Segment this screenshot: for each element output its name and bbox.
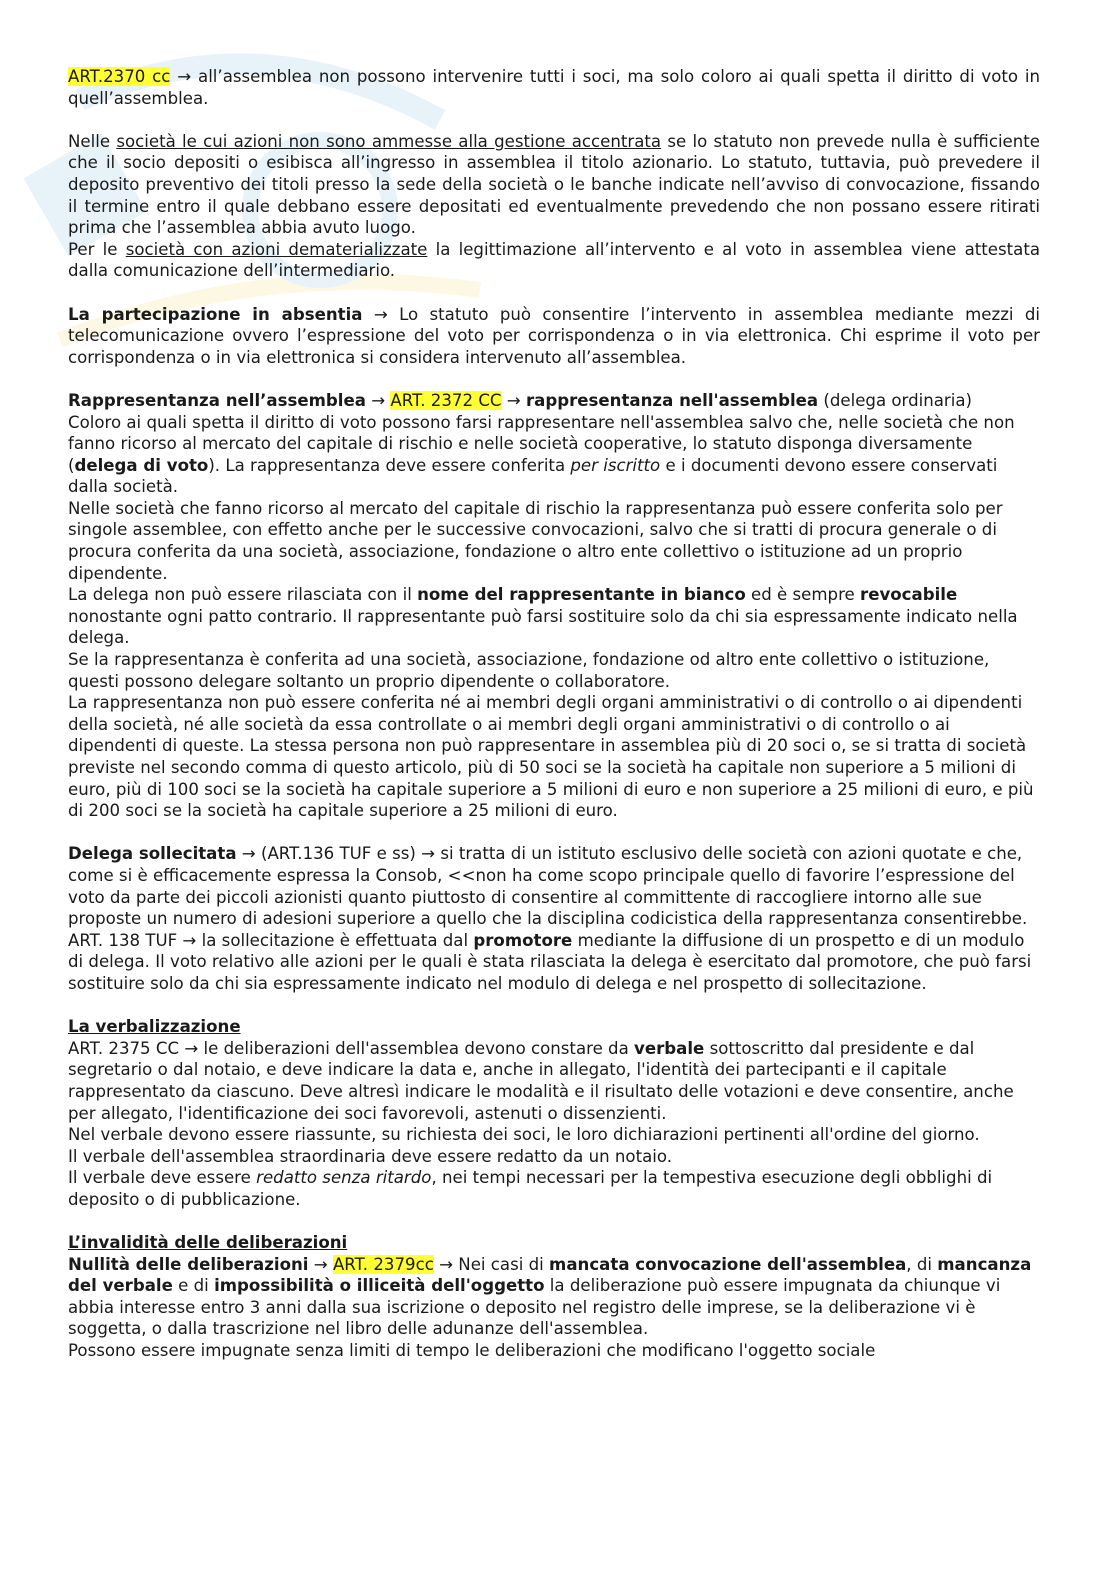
bold-text: mancata convocazione dell'assemblea (549, 1254, 907, 1274)
paragraph-text: Lo statuto può consentire l’intervento in assemblea mediante mezzi di telecomunicazione ovvero l’espressione del voto per corrispondenza o in via elettronica. Chi esprime il voto per corrispondenza o in via elettronica si considera intervenuto all’assemblea. (68, 304, 1041, 367)
text-run: ). La rappresentanza deve essere conferita (208, 455, 571, 475)
bold-text: promotore (473, 930, 573, 950)
paragraph-dematerializzate (68, 239, 1040, 282)
paragraph-ente-collettivo: Se la rappresentanza è conferita ad una società, associazione, fondazione od altro ente collettivo o istituzione, questi possono delegare soltanto un proprio dipendente o collaboratore. (68, 650, 990, 691)
article-ref-2379: ART. 2379cc (332, 1254, 434, 1274)
paragraph-delega-di-voto (68, 412, 1040, 498)
bold-text: nome del rappresentante in bianco (417, 585, 746, 605)
text-run: mediante la diffusione di un prospetto e di un modulo di delega. Il voto relativo alle azioni per le quali è stata rilasciata la delega è esercitato dal promotore, che può farsi sostituire solo da chi sia espressamente indicato nel modulo di delega e nel prospetto di sollecitazione. (68, 930, 1032, 993)
text-run: , nei tempi necessari per la tempestiva esecuzione degli obblighi di deposito o di pubblicazione. (68, 1168, 993, 1209)
paragraph-absentia (68, 304, 1040, 369)
paragraph-senza-ritardo (68, 1167, 1040, 1210)
bold-heading: rappresentanza nell'assemblea (525, 390, 819, 410)
text-run: se lo statuto non prevede nulla è sufficiente che il socio depositi o esibisca all’ingresso in assemblea il titolo azionario. Lo statuto, tuttavia, può prevedere il deposito preventivo dei titoli presso la sede della società o le banche indicate nell’avviso di convocazione, fissando il termine entro il quale debbano essere depositati ed eventualmente prevedendo che non possano essere ritirati prima che l’assemblea abbia avuto luogo. (68, 131, 1041, 238)
text-run: Coloro ai quali spetta il diritto di voto possono farsi rappresentare nell'assemblea salvo che, nelle società che non fanno ricorso al mercato del capitale di rischio e nelle società cooperative, lo statuto disponga diversamente ( (68, 412, 1015, 475)
text-run: la legittimazione all’intervento e al voto in assemblea viene attestata dalla comunicazione dell’intermediario. (68, 239, 1040, 281)
text-run: la deliberazione può essere impugnata da chiunque vi abbia interesse entro 3 anni dalla sua iscrizione o deposito nel registro delle imprese, se la deliberazione vi è soggetta, o dalla trascrizione nel libro delle adunanze dell'assemblea. (68, 1276, 1001, 1339)
bold-heading: Rappresentanza nell’assemblea (68, 390, 366, 410)
arrow-icon: → (506, 390, 521, 410)
bold-text: verbale (634, 1038, 705, 1058)
paragraph-art-138 (68, 930, 1040, 995)
italic-text: redatto senza ritardo (256, 1168, 432, 1188)
paragraph-art-2370 (68, 66, 1040, 109)
text-run: e i documenti devono essere conservati dalla società. (68, 455, 998, 497)
underlined-text: società le cui azioni non sono ammesse alla gestione accentrata (116, 131, 662, 151)
text-run: Nelle (68, 131, 117, 151)
text-run: e di (172, 1276, 215, 1296)
section-heading-invalidita: L’invalidità delle deliberazioni (68, 1233, 348, 1253)
arrow-icon: → (421, 844, 436, 864)
arrow-icon: → (313, 1254, 328, 1274)
text-run: ART. 138 TUF → la sollecitazione è effettuata dal (68, 930, 474, 950)
text-run: Per le (68, 239, 126, 259)
article-ref-2372: ART. 2372 CC (390, 390, 502, 410)
paragraph-notaio: Il verbale dell'assemblea straordinaria deve essere redatto da un notaio. (68, 1146, 672, 1166)
paragraph-delega-sollecitata (68, 843, 1040, 929)
paragraph-rappresentanza-title (68, 390, 1040, 412)
article-ref-2370: ART.2370 cc (68, 67, 171, 86)
text-run: Il verbale deve essere (68, 1168, 257, 1188)
italic-text: per iscritto (570, 455, 661, 475)
paragraph-text: all’assemblea non possono intervenire tutti i soci, ma solo coloro ai quali spetta il diritto di voto in quell’assemblea. (68, 67, 1040, 108)
bold-text: delega di voto (74, 455, 209, 475)
text-run: ed è sempre (745, 585, 861, 605)
bold-heading: Nullità delle deliberazioni (68, 1254, 309, 1274)
paragraph-gestione-accentrata (68, 131, 1040, 239)
text-run: La delega non può essere rilasciata con il (68, 585, 418, 605)
text-run: nonostante ogni patto contrario. Il rappresentante può farsi sostituire solo da chi sia espressamente indicato nella delega. (68, 606, 1018, 648)
bold-text: mancanza del verbale (68, 1254, 1032, 1296)
text-run: ART. 2375 CC → le deliberazioni dell'assemblea devono constare da (68, 1038, 635, 1058)
bold-heading: Delega sollecitata (68, 844, 237, 864)
paragraph-singole-assemblee: Nelle società che fanno ricorso al mercato del capitale di rischio la rappresentanza può essere conferita solo per singole assemblee, con effetto anche per le successive convocazioni, salvo che si tratti di procura generale o di procura conferita da una società, associazione, fondazione o altro ente collettivo o istituzione ad un proprio dipendente. (68, 498, 1003, 583)
paragraph-limiti-rappresentanza: La rappresentanza non può essere conferita né ai membri degli organi amministrativi o di controllo o ai dipendenti della società, né alle società da essa controllate o ai membri degli organi amministrativi o di controllo o ai dipendenti di queste. La stessa persona non può rappresentare in assemblea più di 20 soci o, se si tratta di società previste nel secondo comma di questo articolo, più di 50 soci se la società ha capitale non superiore a 5 milioni di euro, più di 100 soci se la società ha capitale superiore a 5 milioni di euro e non superiore a 25 milioni di euro, e più di 200 soci se la società ha capitale superiore a 25 milioni di euro. (68, 693, 1034, 821)
paragraph-text: si tratta di un istituto esclusivo delle società con azioni quotate e che, come si è efficacemente espressa la Consob, <<non ha come scopo principale quello di favorire l’espressione del voto da parte dei piccoli azionisti quanto piuttosto di consentire al committente di raccogliere intorno alle sue proposte un numero di adesioni superiore a quello che la disciplina codicistica della rappresentanza consentirebbe. (68, 844, 1028, 929)
text-run: sottoscritto dal presidente e dal segretario o dal notaio, e deve indicare la data e, anche in allegato, l'identità dei partecipanti e il capitale rappresentato da ciascuno. Deve altresì indicare le modalità e il risultato delle votazioni e deve consentire, anche per allegato, l'identificazione dei soci favorevoli, astenuti o dissenzienti. (68, 1038, 1014, 1123)
arrow-icon: → (373, 304, 388, 324)
paragraph-art-2375 (68, 1038, 1040, 1124)
arrow-icon: → (439, 1254, 454, 1274)
arrow-icon: → (177, 67, 192, 86)
arrow-icon: → (371, 390, 386, 410)
document-page (68, 66, 1040, 1362)
text-run: (ART.136 TUF e ss) (255, 844, 422, 864)
paragraph-delega-bianco (68, 584, 1040, 649)
paragraph-riassunte: Nel verbale devono essere riassunte, su richiesta dei soci, le loro dichiarazioni pertinenti all'ordine del giorno. (68, 1125, 980, 1145)
text-run: Nei casi di (453, 1254, 550, 1274)
bold-text: revocabile (860, 585, 958, 605)
paragraph-senza-limiti: Possono essere impugnate senza limiti di tempo le deliberazioni che modificano l'oggetto sociale (68, 1341, 876, 1361)
paragraph-nullita (68, 1254, 1040, 1340)
bold-text: impossibilità o illiceità dell'oggetto (214, 1276, 545, 1296)
underlined-text: società con azioni dematerializzate (125, 239, 428, 259)
arrow-icon: → (241, 844, 256, 864)
bold-heading: La partecipazione in absentia (68, 304, 363, 324)
text-run: (delega ordinaria) (818, 390, 972, 410)
text-run: , di (906, 1254, 938, 1274)
section-heading-verbalizzazione: La verbalizzazione (68, 1017, 241, 1037)
